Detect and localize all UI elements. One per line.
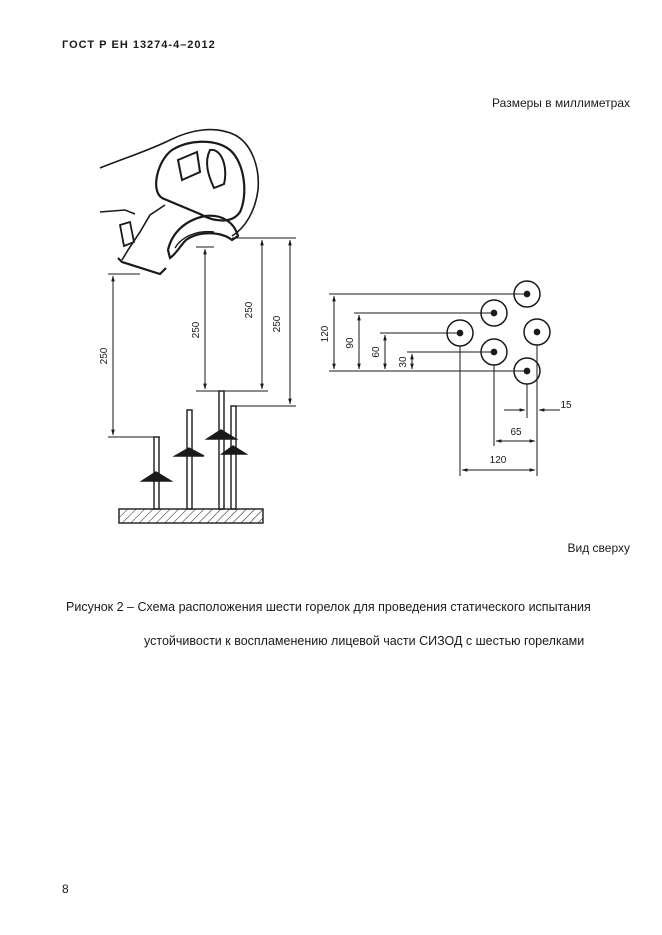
burner-4 (222, 406, 246, 509)
top-view-dimensions (329, 294, 560, 476)
page-number: 8 (62, 882, 69, 896)
figure-caption-line-2: устойчивости к воспламенению лицевой части СИЗОД с шестью горелками (144, 634, 585, 648)
side-dim-label-3: 250 (244, 301, 255, 319)
view-label: Вид сверху (567, 541, 630, 555)
burner-1 (142, 437, 171, 509)
top-dim-label-4: 30 (398, 356, 409, 368)
head-with-mask (100, 130, 258, 274)
top-dim-label-5: 15 (560, 400, 572, 411)
document-header: ГОСТ Р ЕН 13274-4–2012 (62, 39, 216, 51)
side-dim-label-2: 250 (191, 321, 202, 339)
side-dim-label-4: 250 (272, 315, 283, 333)
top-dim-label-3: 60 (371, 346, 382, 358)
burner-circle-4 (524, 319, 550, 345)
side-view-dimensions (108, 238, 296, 437)
side-dim-label-1: 250 (99, 347, 110, 365)
burner-2 (175, 410, 204, 509)
top-dim-label-7: 120 (489, 455, 507, 466)
top-dim-label-2: 90 (345, 337, 356, 349)
burners (142, 391, 246, 509)
top-dim-label-1: 120 (320, 325, 331, 343)
figure-caption-line-1: Рисунок 2 – Схема расположения шести горелок для проведения статического испытания (66, 600, 591, 614)
top-dim-label-6: 65 (510, 427, 522, 438)
units-note: Размеры в миллиметрах (492, 96, 630, 110)
base-plate (119, 509, 263, 523)
top-view-burners (447, 281, 550, 384)
